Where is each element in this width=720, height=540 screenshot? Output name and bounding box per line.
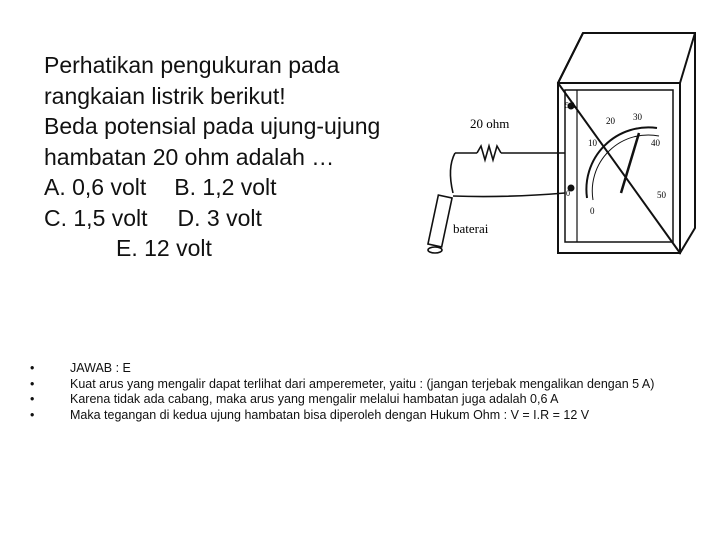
question-line: rangkaian listrik berikut!	[44, 82, 286, 109]
list-item	[30, 393, 690, 407]
scale-30: 30	[633, 112, 642, 122]
option-d: D. 3 volt	[177, 204, 262, 231]
battery-label: baterai	[453, 221, 489, 236]
scale-50: 50	[657, 190, 666, 200]
scale-10: 10	[588, 138, 597, 148]
option-e: E. 12 volt	[116, 235, 212, 261]
answer-text: Maka tegangan di kedua ujung hambatan bisa diperoleh dengan Hukum Ohm : V = I.R = 12 V	[70, 407, 590, 422]
option-c: C. 1,5 volt	[44, 204, 148, 231]
list-item	[30, 409, 690, 423]
ammeter-box	[558, 33, 695, 253]
options-row-1	[44, 172, 444, 203]
answer-text: Karena tidak ada cabang, maka arus yang mengalir melalui hambatan juga adalah 0,6 A	[70, 392, 559, 406]
question-line: Perhatikan pengukuran pada	[44, 52, 340, 78]
options-row-2	[44, 203, 444, 234]
bullet: •	[30, 392, 35, 406]
option-a: A. 0,6 volt	[44, 174, 147, 200]
answer-text: JAWAB : E	[70, 361, 131, 375]
resistor-label: 20 ohm	[470, 116, 510, 131]
circuit-figure	[425, 28, 700, 283]
resistor	[455, 146, 565, 160]
bullet: •	[30, 376, 35, 391]
question-text	[44, 50, 444, 264]
scale-20: 20	[606, 116, 615, 126]
bullet: •	[30, 361, 35, 375]
battery	[428, 153, 565, 253]
question-line: Beda potensial pada ujung-ujung	[44, 113, 381, 139]
scale-0: 0	[590, 206, 595, 216]
answer-list	[30, 362, 690, 424]
bullet: •	[30, 407, 35, 422]
answer-text: Kuat arus yang mengalir dapat terlihat dari amperemeter, yaitu : (jangan terjebak mengalikan dengan 5 A)	[70, 376, 655, 391]
list-item	[30, 378, 690, 392]
scale-40: 40	[651, 138, 660, 148]
terminal-bottom-label: 0	[566, 189, 570, 198]
question-line: hambatan 20 ohm adalah …	[44, 143, 335, 170]
option-b: B. 1,2 volt	[174, 174, 277, 200]
list-item	[30, 362, 690, 376]
terminal-top-label: 5 A	[565, 101, 577, 110]
